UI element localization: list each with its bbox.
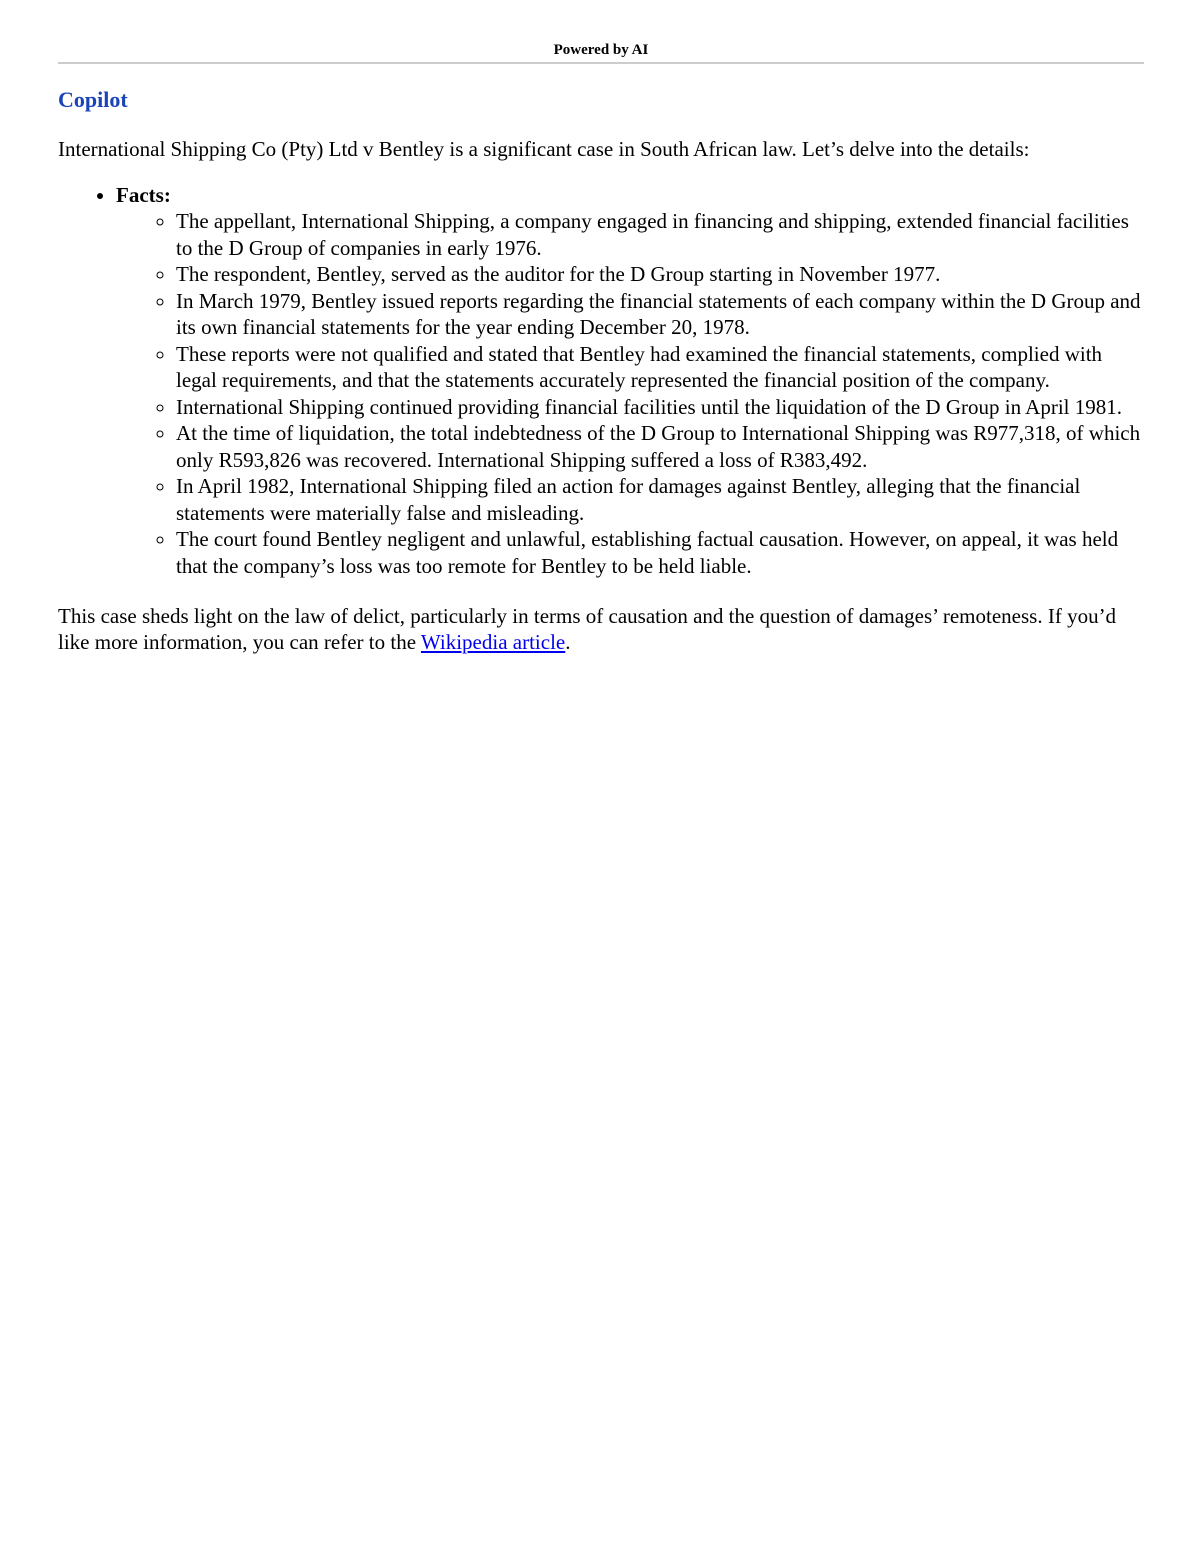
fact-item: ◦ At the time of liquidation, the total indebtedness of the D Group to International Shipping was R977,318, of which only R593,826 was recovered. International Shipping suffered a loss of R383,492. [176,420,1144,473]
facts-heading-colon: : [163,183,171,207]
outro-end: . [565,630,571,654]
app-title: Copilot [58,87,128,112]
facts-heading [116,183,171,207]
fact-item: ◦ In March 1979, Bentley issued reports regarding the financial statements of each company within the D Group and its own financial statements for the year ending December 20, 1978. [176,288,1144,341]
fact-item: ◦ In April 1982, International Shipping filed an action for damages against Bentley, alleging that the financial statements were materially false and misleading. [176,473,1144,526]
facts-heading-text: Facts [116,183,164,207]
wikipedia-link[interactable]: Wikipedia article [420,630,566,654]
fact-item: ◦ International Shipping continued providing financial facilities until the liquidation of the D Group in April 1981. [176,394,1144,421]
fact-item: ◦ These reports were not qualified and stated that Bentley had examined the financial statements, complied with legal requirements, and that the statements accurately represented the financial position of the company. [176,341,1144,394]
fact-item: ◦ The respondent, Bentley, served as the auditor for the D Group starting in November 1977. [176,261,1144,288]
outro-paragraph [58,603,1144,655]
facts-section [116,182,1144,579]
fact-item: ◦ The appellant, International Shipping, a company engaged in financing and shipping, extended financial facilities to the D Group of companies in early 1976. [176,208,1144,261]
powered-by-header: Powered by AI [58,40,1144,64]
document-page [58,0,1144,655]
facts-section-list [58,182,1144,579]
fact-item: ◦ The court found Bentley negligent and unlawful, establishing factual causation. However, on appeal, it was held that the company’s loss was too remote for Bentley to be held liable. [176,526,1144,579]
outro-text: This case sheds light on the law of delict, particularly in terms of causation and the question of damages’ remoteness. If you’d like more information, you can refer to the [58,604,1117,654]
intro-paragraph: International Shipping Co (Pty) Ltd v Bentley is a significant case in South African law. Let’s delve into the details: [58,137,1030,161]
facts-list [116,208,1144,579]
